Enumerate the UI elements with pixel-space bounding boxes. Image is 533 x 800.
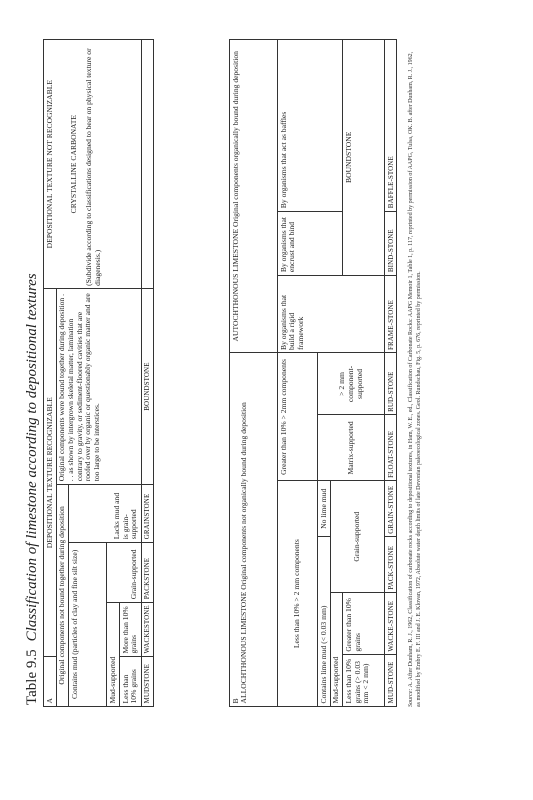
- boundstone-b: BOUNDSTONE: [343, 40, 385, 276]
- less-than-10-components: Less than 10% > 2 mm components: [278, 481, 318, 707]
- allochthonous-text: ALLOCHTHONOUS LIMESTONE Original components not organically bound during deposition: [239, 402, 249, 704]
- name-mudstone-b: MUD-STONE: [385, 655, 397, 707]
- bound-description: Original components were bound together during deposition . . . as shown by intergrown skeletal matter, lamination contrary to gravity, or sediment-floored cavities that are roofed over by organic or questionably organic matter and are too large to be interstices.: [56, 289, 141, 484]
- less-than-10-grains: Less than 10% grains: [120, 657, 141, 707]
- name-bindstone: BIND-STONE: [385, 211, 397, 275]
- grain-supported-b: Grain-supported: [330, 481, 385, 593]
- name-grainstone-b: GRAIN-STONE: [385, 481, 397, 537]
- contains-lime-mud: Contains lime mud (< 0.03 mm): [318, 537, 331, 707]
- name-floatstone: FLOAT-STONE: [385, 415, 397, 481]
- less-than-10-grains-b: Less than 10% grains (> 0.03 mm < 2 mm): [343, 655, 385, 707]
- table-title: [24, 273, 41, 705]
- name-mudstone: MUDSTONE: [141, 657, 153, 707]
- table-number: Table 9.5: [24, 649, 40, 705]
- name-packstone-b: PACK-STONE: [385, 537, 397, 593]
- greater-than-10-grains-b: Greater than 10% grains: [343, 593, 385, 655]
- name-boundstone: BOUNDSTONE: [141, 289, 153, 484]
- source-text: A. After Dunham, R. J., 1962, Classification of carbonate rocks according to depositional textures, in Ham, W. E., ed., Classification of Carbonate Rocks: AAPG Memoir 1, Table 1, p. 117, reprinted by permission of AAPG, Tulsa, OK. B. after Dunham, R. J., 1962, as modified by Embry E. F. III and J. E. Klovan, 1972, Absolute water depth limits of late Devonian paleoecological zones. Geol. Rundschau, Fig. 5, p. 676, reprinted by permission.: [408, 51, 423, 707]
- name-bafflestone: BAFFLE-STONE: [385, 40, 397, 212]
- classification-table-b: [229, 39, 397, 707]
- build-framework: By organisms that build a rigid framework: [278, 275, 385, 353]
- matrix-supported: Matrix-supported: [318, 415, 385, 481]
- greater-than-10-components: Greater than 10% > 2mm components: [278, 353, 318, 481]
- table-caption: Classification of limestone according to depositional textures: [24, 273, 40, 642]
- more-than-10-grains: More than 10% grains: [120, 602, 141, 656]
- name-rudstone: RUD-STONE: [385, 353, 397, 415]
- recognizable-header: DEPOSITIONAL TEXTURE RECOGNIZABLE: [44, 289, 57, 657]
- name-wackestone: WACKESTONE: [141, 602, 153, 656]
- act-as-baffles: By organisms that act as baffles: [278, 40, 343, 212]
- autochthonous-header: AUTOCHTHONOUS LIMESTONE Original components organically bound during deposition: [230, 40, 278, 353]
- name-wackestone-b: WACKE-STONE: [385, 593, 397, 655]
- name-framestone: FRAME-STONE: [385, 275, 397, 353]
- table-b-label: B: [230, 698, 240, 704]
- mud-supported-b: Mud-supported: [330, 593, 343, 707]
- encrust-bind: By organisms that encrust and bind: [278, 211, 343, 275]
- allochthonous-header: [230, 353, 278, 707]
- mud-supported: Mud-supported: [107, 602, 120, 706]
- subdivide-note: (Subdivide according to classifications designed to bear on physical texture or diagenesis.): [83, 48, 102, 286]
- crystalline-carbonate: CRYSTALLINE CARBONATE: [69, 115, 79, 214]
- source-note: [407, 47, 423, 707]
- table-a-label: A: [44, 657, 57, 707]
- not-recognizable-header: DEPOSITIONAL TEXTURE NOT RECOGNIZABLE CRYSTALLINE CARBONATE (Subdivide according to classifications designed to bear on physical texture or diagenesis.): [44, 40, 142, 289]
- empty-cell: [141, 40, 153, 289]
- source-label: Source:: [408, 688, 414, 707]
- name-grainstone: GRAINSTONE: [141, 484, 153, 542]
- classification-table-a: [43, 39, 154, 707]
- contains-mud: Contains mud (particles of clay and fine silt size): [69, 542, 107, 706]
- name-packstone: PACKSTONE: [141, 542, 153, 602]
- grain-supported: Grain-supported: [107, 542, 141, 602]
- lacks-mud: Lacks mud and is grain-supported: [69, 484, 141, 542]
- component-supported: > 2 mm component-supported: [318, 353, 385, 415]
- no-lime-mud: No lime mud: [318, 481, 331, 537]
- not-bound-header: Original components not bound together during deposition: [56, 484, 69, 706]
